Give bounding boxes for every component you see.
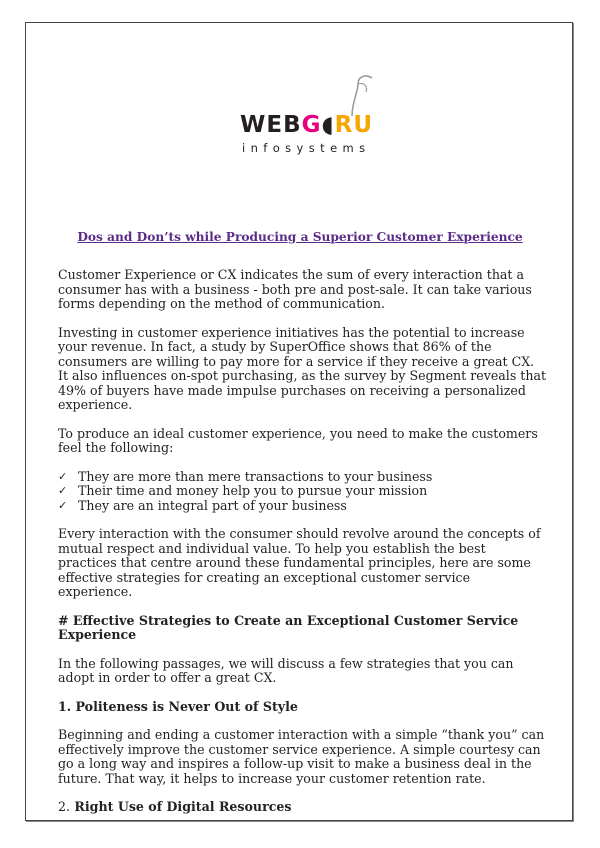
document-body xyxy=(58,268,548,829)
feel-paragraph: To produce an ideal customer experience, you need to make the customers feel the following: xyxy=(58,425,538,455)
mouse-o-icon: ◖ xyxy=(321,112,335,138)
list-item: ✓ Their time and money help you to pursue your mission xyxy=(58,483,428,498)
logo-tagline: infosystems xyxy=(242,141,371,155)
list-item: ✓ They are an integral part of your business xyxy=(58,497,347,513)
strategies-heading: # Effective Strategies to Create an Exceptional Customer Service Experience xyxy=(58,612,519,642)
feelings-checklist xyxy=(58,470,548,514)
politeness-paragraph: Beginning and ending a customer interaction with a simple “thank you” can effectively improve the customer service experience. A simple courtesy can go a long way and inspires a follow-up visit to make a business deal in the future. That way, it helps to increase your customer retention rate. xyxy=(58,727,545,786)
revenue-paragraph: Investing in customer experience initiatives has the potential to increase your revenue. In fact, a study by SuperOffice shows that 86% of the consumers are willing to pay more for a service if they receive a great CX. It also influences on-spot purchasing, as the survey by Segment reveals that 49% of buyers have made impulse purchases on receiving a personalized experience. xyxy=(58,324,547,412)
following-paragraph: In the following passages, we will discuss a few strategies that you can adopt in order to offer a great CX. xyxy=(58,655,514,685)
webguru-logo xyxy=(240,72,410,162)
checkmark-icon: ✓ xyxy=(58,469,68,483)
document-title: Dos and Don’ts while Producing a Superior Customer Experience xyxy=(77,230,523,244)
checkmark-icon: ✓ xyxy=(58,498,68,512)
interaction-paragraph: Every interaction with the consumer should revolve around the concepts of mutual respect and individual value. To help you establish the best practices that centre around these fundamental principles, here are some effective strategies for creating an exceptional customer service experience. xyxy=(58,526,541,599)
digital-resources-heading: 2. Right Use of Digital Resources xyxy=(58,799,292,814)
checkmark-icon: ✓ xyxy=(58,484,68,497)
list-item: ✓ They are more than mere transactions to your business xyxy=(58,468,433,484)
logo-wordmark: WEBG◖RU xyxy=(240,112,374,138)
politeness-heading: 1. Politeness is Never Out of Style xyxy=(58,698,298,714)
intro-paragraph: Customer Experience or CX indicates the sum of every interaction that a consumer has with a business - both pre and post-sale. It can take various forms depending on the method of communication. xyxy=(58,267,532,311)
